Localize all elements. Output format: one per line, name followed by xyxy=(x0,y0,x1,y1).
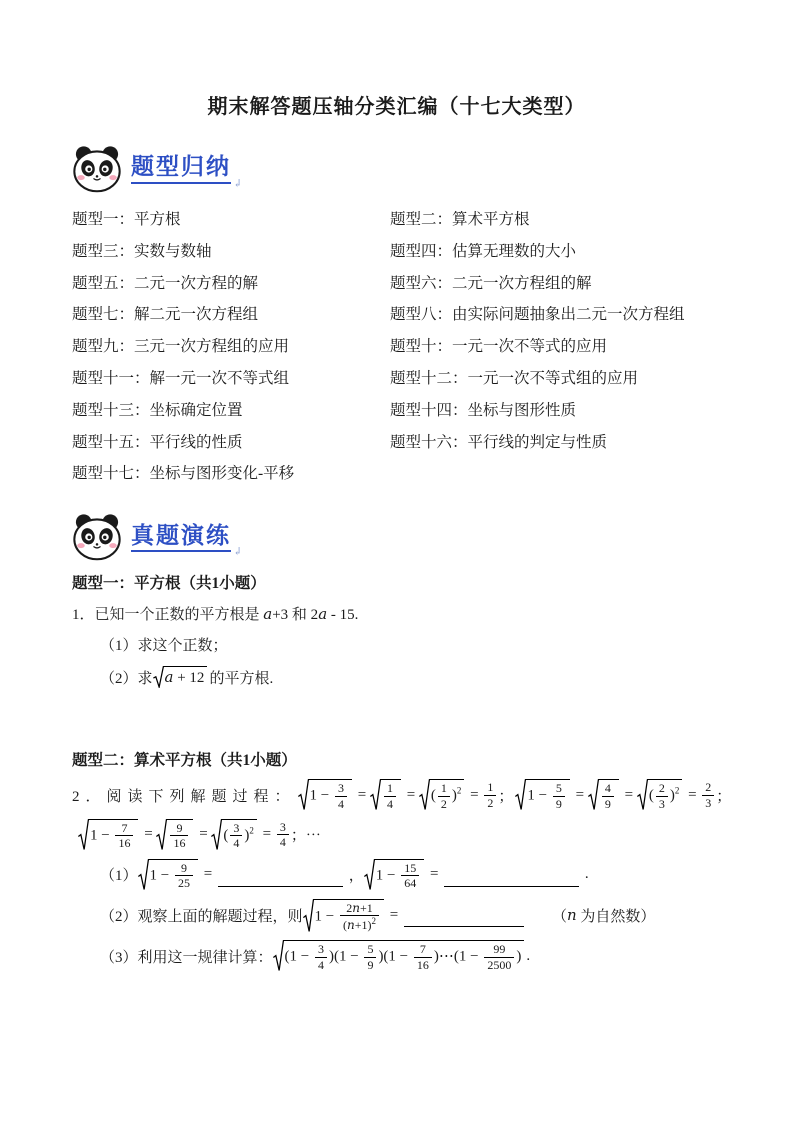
numerator xyxy=(553,781,565,795)
math-text: 1 − xyxy=(149,867,173,884)
list-item: 题型十六：平行线的判定与性质 xyxy=(390,433,608,451)
square-root xyxy=(156,819,193,851)
denominator xyxy=(170,835,188,850)
math-text: 9 xyxy=(180,860,187,875)
fraction xyxy=(602,781,614,811)
numerator xyxy=(277,820,289,834)
math-text: ( xyxy=(430,787,436,804)
math-text: - 15. xyxy=(327,607,359,624)
fraction xyxy=(175,861,193,891)
fraction xyxy=(115,821,133,851)
problem1-stem xyxy=(72,604,721,626)
fraction xyxy=(414,942,432,972)
math-text: = xyxy=(258,826,275,843)
numerator xyxy=(484,942,514,956)
math-text: ( xyxy=(223,827,229,844)
math-text: 2 xyxy=(440,796,447,811)
math-text: 1 − xyxy=(375,867,400,884)
list-item: 题型五：二元一次方程的解 xyxy=(72,274,259,292)
math-text: 16 xyxy=(173,836,186,851)
radical-body xyxy=(374,859,424,891)
fraction xyxy=(702,780,714,810)
math-text: . xyxy=(526,947,531,964)
math-text: = xyxy=(195,826,212,843)
math-text: = xyxy=(426,866,443,883)
problem1-q1: （1）求这个正数； xyxy=(100,638,228,655)
denominator xyxy=(602,796,614,811)
math-text: ( xyxy=(648,787,654,804)
math-text: +1) xyxy=(354,917,372,932)
math-text: = xyxy=(140,826,157,843)
square-root xyxy=(637,779,683,811)
math-text: 5 xyxy=(555,781,562,796)
list-item: 题型六：二元一次方程组的解 xyxy=(390,274,592,292)
fraction xyxy=(484,780,496,810)
math-text: 2 xyxy=(705,780,712,795)
denominator xyxy=(335,796,347,811)
numerator xyxy=(438,781,450,795)
list-item: 题型十二：一元一次不等式组的应用 xyxy=(390,369,639,387)
list-item: 题型九：三元一次方程组的应用 xyxy=(72,338,290,356)
radical-body xyxy=(598,779,619,811)
denominator xyxy=(484,795,496,810)
problem1-heading: 题型一：平方根（共1小题） xyxy=(72,575,266,593)
problem2-item3 xyxy=(72,940,721,972)
radical-body xyxy=(283,940,525,972)
math-text: 99 xyxy=(493,942,506,957)
section-badge-zhenti xyxy=(72,512,721,562)
type-list-right-column xyxy=(390,204,721,490)
denominator xyxy=(230,835,242,850)
formula-group-2 xyxy=(515,779,731,811)
list-item: 题型十：一元一次不等式的应用 xyxy=(390,338,608,356)
math-text: 15 xyxy=(404,860,417,875)
math-text: )(1 − xyxy=(328,948,363,965)
math-text: 3 xyxy=(279,819,286,834)
radical-body xyxy=(221,819,257,851)
exponent: 2 xyxy=(456,785,462,796)
problem2-formula-line2 xyxy=(72,819,721,851)
numerator xyxy=(115,821,133,835)
radical-body xyxy=(429,779,465,811)
math-text: （2）求 xyxy=(100,670,153,687)
fraction xyxy=(277,820,289,850)
math-text: 1 − xyxy=(90,827,114,844)
panda-icon xyxy=(72,145,122,193)
denominator xyxy=(414,957,432,972)
numerator xyxy=(340,901,379,915)
numerator xyxy=(364,942,376,956)
answer-blank xyxy=(218,871,343,887)
math-text: (1 − xyxy=(284,948,313,965)
math-text: ； xyxy=(498,788,514,805)
denominator xyxy=(553,796,565,811)
math-text: ) xyxy=(669,787,675,804)
math-text: 1．已知一个正数的平方根是 xyxy=(72,607,264,624)
badge-label-zhenti: 真题演练 xyxy=(131,523,231,552)
square-root xyxy=(419,779,465,811)
answer-blank xyxy=(444,871,579,887)
math-text: )(1 − xyxy=(378,948,412,965)
numerator xyxy=(484,780,496,794)
math-text: = xyxy=(353,786,370,803)
problem1-q2 xyxy=(72,665,721,689)
math-text: 16 xyxy=(118,836,131,851)
math-text: 1 xyxy=(440,781,447,796)
fraction xyxy=(170,821,188,851)
numerator xyxy=(602,781,614,795)
problem2-intro-line xyxy=(72,779,732,811)
fraction xyxy=(384,781,396,811)
math-text: = xyxy=(402,786,419,803)
problem2-item1 xyxy=(72,859,721,891)
fraction xyxy=(438,781,450,811)
math-text: 2500 xyxy=(487,957,512,972)
math-text: 3 xyxy=(658,796,665,811)
problem2-heading: 题型二：算术平方根（共1小题） xyxy=(72,752,297,770)
denominator xyxy=(364,957,376,972)
denominator xyxy=(315,957,327,972)
math-text: 4 xyxy=(233,836,240,851)
paragraph-mark-icon: ↲ xyxy=(233,178,243,190)
math-text: （ xyxy=(551,908,567,925)
math-text: （2）观察上面的解题过程，则 xyxy=(100,908,303,925)
list-item: 题型二：算术平方根 xyxy=(390,211,530,228)
problem2-intro-label: 2．阅读下列解题过程： xyxy=(72,788,296,805)
denominator xyxy=(484,957,514,972)
numerator xyxy=(656,781,668,795)
exponent: 2 xyxy=(371,915,376,926)
math-text: 64 xyxy=(404,876,417,891)
math-text: +1 xyxy=(359,900,373,915)
square-root xyxy=(303,899,384,933)
exponent: 2 xyxy=(249,825,254,836)
numerator xyxy=(315,942,327,956)
math-text: 4 xyxy=(279,835,286,850)
numerator xyxy=(335,781,347,795)
fraction xyxy=(230,821,242,851)
math-text: 9 xyxy=(555,796,562,811)
radical-body xyxy=(313,899,384,933)
math-text: 5 xyxy=(367,942,374,957)
badge-label-guina: 题型归纳 xyxy=(131,154,231,183)
numerator xyxy=(401,861,419,875)
fraction xyxy=(315,942,327,972)
numerator xyxy=(414,942,432,956)
fraction xyxy=(484,942,514,972)
square-root xyxy=(138,859,198,891)
denominator xyxy=(438,796,450,811)
numerator xyxy=(384,781,396,795)
math-text: + 12 xyxy=(173,670,205,687)
math-text: 3 xyxy=(317,942,324,957)
fraction xyxy=(656,781,668,811)
fraction xyxy=(553,781,565,811)
math-text: 7 xyxy=(419,942,426,957)
math-text: ) xyxy=(451,787,457,804)
list-item: 题型十五：平行线的性质 xyxy=(72,433,243,451)
list-item: 题型三：实数与数轴 xyxy=(72,242,212,260)
denominator xyxy=(115,835,133,850)
formula-group-1 xyxy=(298,779,514,811)
math-text: ； xyxy=(716,788,732,805)
radical-body xyxy=(166,819,193,851)
math-text: 4 xyxy=(604,781,611,796)
math-text: )⋯(1 − xyxy=(433,948,483,965)
list-item: 题型七：解二元一次方程组 xyxy=(72,306,259,324)
math-text: 4 xyxy=(337,796,344,811)
math-text: = xyxy=(571,786,588,803)
math-variable: n xyxy=(346,917,355,932)
list-item: 题型八：由实际问题抽象出二元一次方程组 xyxy=(390,306,685,324)
math-text: 3 xyxy=(337,781,344,796)
exponent: 2 xyxy=(674,785,680,796)
radical-body xyxy=(647,779,683,811)
radical-body xyxy=(163,666,208,688)
math-text: = xyxy=(385,906,402,923)
square-root xyxy=(515,779,569,811)
radical-body xyxy=(88,819,138,851)
math-text: 3 xyxy=(233,820,240,835)
list-item: 题型十三：坐标确定位置 xyxy=(72,401,243,419)
numerator xyxy=(230,821,242,835)
math-text: = xyxy=(466,786,483,803)
math-text: 1 xyxy=(487,780,494,795)
square-root xyxy=(364,859,424,891)
math-text: 4 xyxy=(386,796,393,811)
radical-body xyxy=(525,779,569,811)
radical-body xyxy=(380,779,401,811)
math-text: 2 xyxy=(658,781,665,796)
math-text: 3 xyxy=(705,795,712,810)
math-variable: a xyxy=(164,668,174,687)
square-root xyxy=(78,819,138,851)
math-text: 2 xyxy=(487,795,494,810)
math-text: = xyxy=(684,786,701,803)
math-text: ；⋯ xyxy=(290,828,321,845)
math-text: （3）利用这一规律计算： xyxy=(100,949,273,966)
math-text: ( xyxy=(342,917,347,932)
radical-body xyxy=(308,779,352,811)
denominator xyxy=(702,795,714,810)
math-text: 为自然数） xyxy=(576,908,656,925)
denominator xyxy=(656,796,668,811)
answer-blank xyxy=(404,911,524,927)
math-text: 9 xyxy=(176,820,183,835)
math-variable: a xyxy=(318,605,328,624)
math-text: 4 xyxy=(317,957,324,972)
math-variable: n xyxy=(352,900,360,915)
list-item: 题型十一：解一元一次不等式组 xyxy=(72,369,290,387)
math-text: 1 − xyxy=(314,907,338,924)
fraction xyxy=(401,861,419,891)
denominator xyxy=(401,875,419,890)
math-text: ， xyxy=(344,868,364,885)
math-text: （1） xyxy=(100,868,138,885)
math-text: 1 − xyxy=(309,787,333,804)
fraction xyxy=(364,942,376,972)
math-text: 9 xyxy=(604,796,611,811)
panda-icon xyxy=(72,513,122,561)
denominator xyxy=(384,796,396,811)
math-text: 1 − xyxy=(527,787,551,804)
numerator xyxy=(170,821,188,835)
square-root xyxy=(153,666,208,688)
list-item: 题型十四：坐标与图形性质 xyxy=(390,401,577,419)
math-variable: n xyxy=(566,906,577,925)
math-text: 25 xyxy=(177,876,190,891)
list-item: 题型一：平方根 xyxy=(72,211,181,228)
square-root xyxy=(298,779,352,811)
square-root xyxy=(211,819,257,851)
denominator xyxy=(277,834,289,849)
numerator xyxy=(702,780,714,794)
math-text: . xyxy=(581,866,589,883)
fraction xyxy=(335,781,347,811)
square-root xyxy=(370,779,401,811)
type-list xyxy=(72,204,721,490)
paragraph-mark-icon: ↲ xyxy=(233,546,243,559)
square-root xyxy=(588,779,619,811)
math-text: 16 xyxy=(416,957,429,972)
math-text: = xyxy=(620,786,637,803)
math-text: 9 xyxy=(367,957,374,972)
math-variable: a xyxy=(263,605,273,624)
math-text: 7 xyxy=(121,820,128,835)
math-text: = xyxy=(199,866,216,883)
fraction xyxy=(340,901,379,933)
math-text: 的平方根. xyxy=(209,670,274,687)
math-text: ) xyxy=(244,827,250,844)
numerator xyxy=(175,861,193,875)
math-text: 1 xyxy=(386,781,393,796)
type-list-left-column xyxy=(72,204,390,490)
page-title: 期末解答题压轴分类汇编（十七大类型） xyxy=(207,96,586,118)
list-item: 题型四：估算无理数的大小 xyxy=(390,242,577,260)
section-badge-guina xyxy=(72,144,721,194)
list-item: 题型十七：坐标与图形变化-平移 xyxy=(72,465,295,483)
math-text: 2 xyxy=(346,900,353,915)
denominator xyxy=(175,875,193,890)
math-text: +3 和 2 xyxy=(272,607,319,624)
denominator xyxy=(340,915,379,932)
math-text: ) xyxy=(516,948,522,965)
radical-body xyxy=(148,859,198,891)
problem2-item2 xyxy=(72,899,721,933)
square-root xyxy=(273,940,525,972)
